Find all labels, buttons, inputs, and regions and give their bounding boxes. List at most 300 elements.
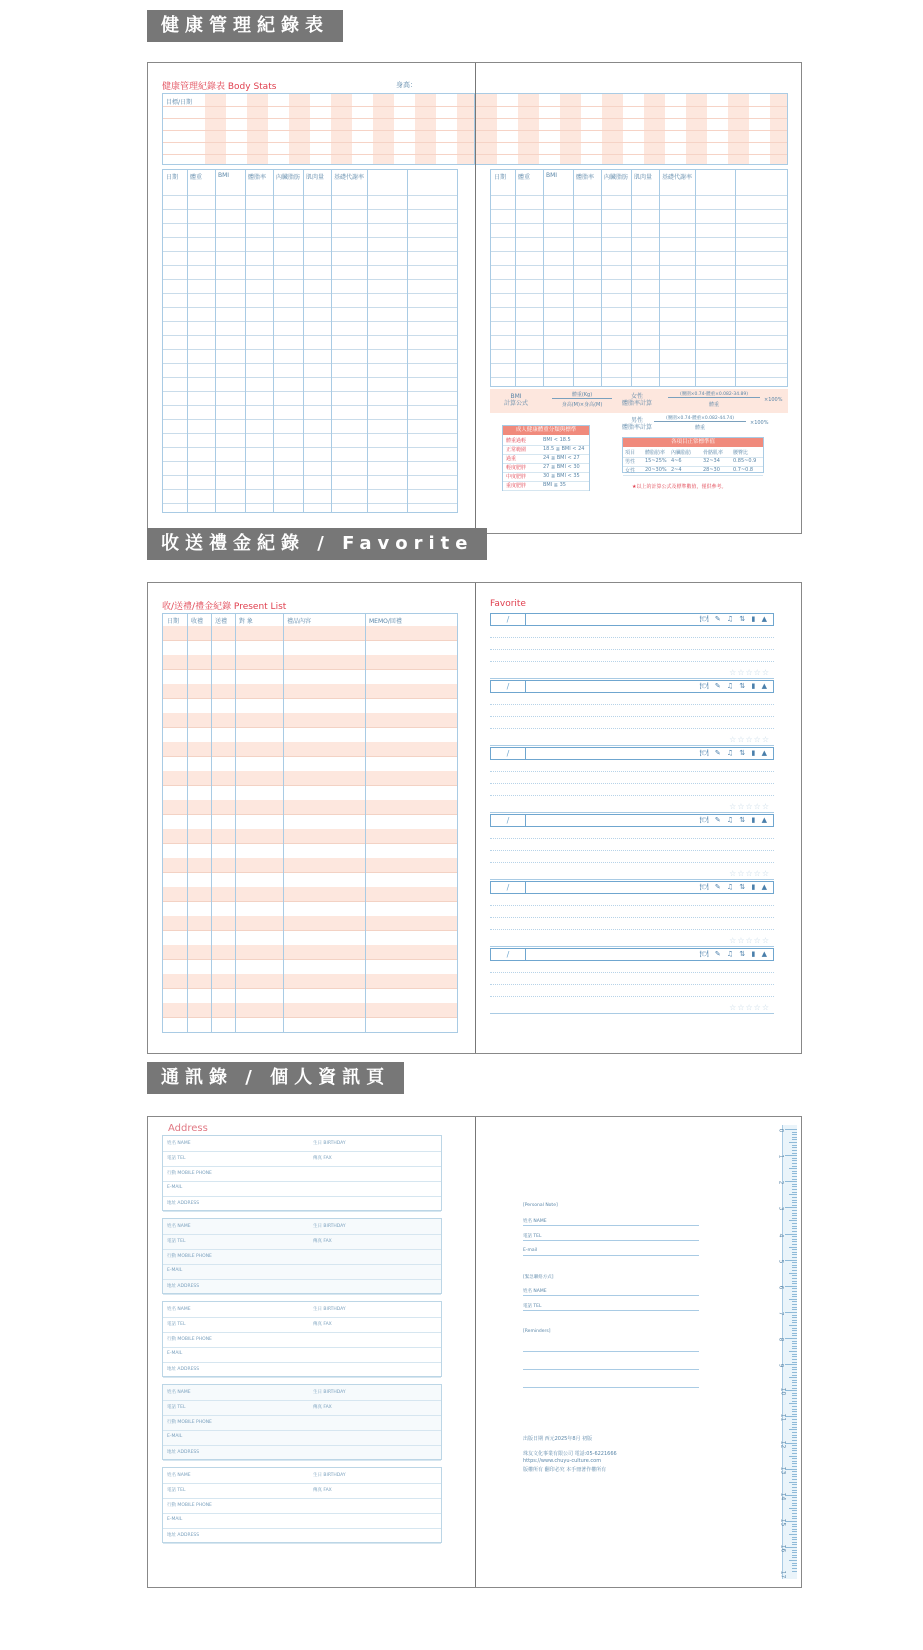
column-header-4: 內臟脂肪 xyxy=(276,174,301,181)
favorite-line[interactable] xyxy=(490,704,774,705)
favorite-date-slash[interactable]: / xyxy=(491,614,526,625)
favorite-line[interactable] xyxy=(490,771,774,772)
publish-date: 出版日期 西元2025年8月 初版 xyxy=(523,1436,593,1442)
ruler-tick xyxy=(792,1231,797,1232)
present-row[interactable] xyxy=(163,916,457,931)
column-header-4: 內臟脂肪 xyxy=(604,174,629,181)
ruler-tick xyxy=(792,1160,797,1161)
record-row[interactable] xyxy=(163,350,457,364)
favorite-card-header xyxy=(490,747,774,760)
present-row[interactable] xyxy=(163,728,457,743)
address-field-row[interactable] xyxy=(163,1385,441,1401)
favorite-card xyxy=(490,948,774,1014)
favorite-category-icons[interactable]: 🍽 ✎ ♫ ⇅ ▮ ▲ xyxy=(699,749,769,757)
favorite-line[interactable] xyxy=(490,661,774,662)
present-row[interactable] xyxy=(163,858,457,873)
ruler-tick xyxy=(792,1409,797,1410)
present-row[interactable] xyxy=(163,931,457,946)
ruler-tick xyxy=(792,1398,797,1399)
ruler-tick xyxy=(792,1226,797,1227)
ruler-tick xyxy=(792,1382,797,1383)
address-field-row[interactable] xyxy=(163,1415,441,1431)
present-row[interactable] xyxy=(163,800,457,815)
favorite-right-page xyxy=(476,583,801,1053)
goal-row-line xyxy=(476,118,787,119)
address-field-row[interactable] xyxy=(163,1181,441,1197)
record-row[interactable] xyxy=(163,434,457,448)
ruler-tick xyxy=(792,1424,797,1425)
std-row xyxy=(623,466,763,476)
bmi-range: 18.5 ≦ BMI < 24 xyxy=(543,446,585,452)
ruler-tick xyxy=(792,1139,797,1140)
ruler-tick xyxy=(792,1518,797,1519)
goal-row-line xyxy=(476,130,787,131)
favorite-card xyxy=(490,680,774,746)
favorite-rating-stars[interactable]: ☆☆☆☆☆ xyxy=(729,936,770,945)
ruler-tick xyxy=(792,1479,797,1480)
record-row[interactable] xyxy=(163,336,457,350)
record-row[interactable] xyxy=(491,294,787,308)
record-row[interactable] xyxy=(491,350,787,364)
favorite-date-slash[interactable]: / xyxy=(491,815,526,826)
record-row[interactable] xyxy=(163,266,457,280)
address-card xyxy=(162,1135,442,1211)
address-field-row[interactable] xyxy=(163,1219,441,1235)
favorite-line[interactable] xyxy=(490,862,774,863)
ruler-tick xyxy=(792,1145,797,1146)
note-tel-label: 電話 TEL xyxy=(523,1234,542,1239)
address-field-label: 行動 MOBILE PHONE xyxy=(167,1337,212,1342)
ruler-tick xyxy=(792,1309,797,1310)
record-row[interactable] xyxy=(491,280,787,294)
ruler-tick xyxy=(792,1466,797,1467)
bmi-range: BMI < 18.5 xyxy=(543,437,571,443)
ruler-tick xyxy=(792,1283,797,1284)
address-field-row[interactable] xyxy=(163,1468,441,1484)
ruler-tick xyxy=(789,1377,797,1378)
address-field-row[interactable] xyxy=(163,1332,441,1348)
ruler-tick xyxy=(792,1401,797,1402)
favorite-card xyxy=(490,613,774,679)
present-row[interactable] xyxy=(163,989,457,1004)
address-field-row[interactable] xyxy=(163,1498,441,1514)
present-row[interactable] xyxy=(163,771,457,786)
record-row[interactable] xyxy=(491,308,787,322)
favorite-category-icons[interactable]: 🍽 ✎ ♫ ⇅ ▮ ▲ xyxy=(699,950,769,958)
favorite-rating-stars[interactable]: ☆☆☆☆☆ xyxy=(729,735,770,744)
female-suffix: ×100% xyxy=(764,397,783,403)
ruler-number: 16 xyxy=(779,1544,787,1553)
ruler-tick xyxy=(792,1173,797,1174)
ruler-tick xyxy=(792,1278,797,1279)
note-tel-line[interactable] xyxy=(523,1240,699,1241)
present-table xyxy=(162,613,458,1033)
ruler-tick xyxy=(789,1351,797,1352)
favorite-card-bottom xyxy=(490,879,774,880)
bmi-category: 重度肥胖 xyxy=(506,483,527,489)
address-field-row[interactable] xyxy=(163,1347,441,1363)
ruler-tick xyxy=(792,1385,797,1386)
record-row[interactable] xyxy=(163,378,457,392)
ruler-tick xyxy=(792,1497,797,1498)
ruler-tick xyxy=(792,1281,797,1282)
record-row[interactable] xyxy=(163,252,457,266)
address-field-label: 電話 TEL xyxy=(167,1322,186,1327)
record-row[interactable] xyxy=(163,504,457,513)
address-field-row[interactable] xyxy=(163,1430,441,1446)
address-field-label: E-MAIL xyxy=(167,1268,183,1273)
record-table-left xyxy=(162,169,458,513)
address-field-row[interactable] xyxy=(163,1249,441,1265)
personal-note-label: [Personal Note] xyxy=(523,1203,558,1208)
present-row[interactable] xyxy=(163,945,457,960)
publisher-rights: 版權所有 翻印必究 本手冊著作權所有 xyxy=(523,1467,607,1473)
ruler-tick xyxy=(792,1565,797,1566)
address-field-label: E-MAIL xyxy=(167,1185,183,1190)
present-row[interactable] xyxy=(163,670,457,685)
column-header-0: 日期 xyxy=(166,174,179,181)
bmi-category: 正常範圍 xyxy=(506,447,527,453)
note-email-line[interactable] xyxy=(523,1255,699,1256)
favorite-rating-stars[interactable]: ☆☆☆☆☆ xyxy=(729,869,770,878)
present-row[interactable] xyxy=(163,742,457,757)
section-title-address: 通訊錄 / 個人資訊頁 xyxy=(147,1062,404,1094)
ruler-number: 2 xyxy=(777,1180,785,1185)
address-field-row[interactable] xyxy=(163,1264,441,1280)
ruler-tick xyxy=(785,1521,797,1522)
address-field-label: 行動 MOBILE PHONE xyxy=(167,1254,212,1259)
favorite-line[interactable] xyxy=(490,795,774,796)
bmi-range: 24 ≦ BMI < 27 xyxy=(543,455,580,461)
ruler-tick xyxy=(792,1372,797,1373)
ruler-tick xyxy=(792,1137,797,1138)
record-row[interactable] xyxy=(163,406,457,420)
ruler-tick xyxy=(792,1304,797,1305)
record-row[interactable] xyxy=(491,378,787,387)
ruler-tick xyxy=(792,1406,797,1407)
present-row[interactable] xyxy=(163,873,457,888)
address-field-label: 行動 MOBILE PHONE xyxy=(167,1171,212,1176)
ruler-tick xyxy=(792,1474,797,1475)
ruler-tick xyxy=(792,1435,797,1436)
record-row[interactable] xyxy=(163,476,457,490)
favorite-date-slash[interactable]: / xyxy=(491,681,526,692)
em-tel-line[interactable] xyxy=(523,1310,699,1311)
em-name-line[interactable] xyxy=(523,1295,699,1296)
present-row[interactable] xyxy=(163,844,457,859)
address-field-row[interactable] xyxy=(163,1302,441,1318)
ruler-tick xyxy=(792,1448,797,1449)
favorite-line[interactable] xyxy=(490,996,774,997)
ruler-tick xyxy=(792,1228,797,1229)
ruler-number: 7 xyxy=(777,1311,785,1316)
ruler-tick xyxy=(792,1450,797,1451)
ruler-tick xyxy=(789,1508,797,1509)
record-row[interactable] xyxy=(491,322,787,336)
present-row[interactable] xyxy=(163,757,457,772)
health-spread xyxy=(147,62,802,534)
ruler-tick xyxy=(785,1181,797,1182)
ruler-tick xyxy=(792,1563,797,1564)
record-row[interactable] xyxy=(163,224,457,238)
present-row[interactable] xyxy=(163,626,457,641)
present-left-page xyxy=(148,583,475,1053)
record-row[interactable] xyxy=(491,210,787,224)
record-row[interactable] xyxy=(163,392,457,406)
ruler-tick xyxy=(792,1537,797,1538)
reminder-line-2[interactable] xyxy=(523,1369,699,1370)
bmi-range: 30 ≦ BMI < 35 xyxy=(543,473,580,479)
favorite-card-header xyxy=(490,948,774,961)
favorite-line[interactable] xyxy=(490,716,774,717)
goal-row-line xyxy=(476,142,787,143)
present-row[interactable] xyxy=(163,1003,457,1018)
favorite-line[interactable] xyxy=(490,929,774,930)
address-field-row[interactable] xyxy=(163,1528,441,1544)
column-divider xyxy=(601,170,602,386)
address-field-label: 電話 TEL xyxy=(167,1488,186,1493)
present-row[interactable] xyxy=(163,902,457,917)
favorite-card xyxy=(490,881,774,947)
address-field-row[interactable] xyxy=(163,1317,441,1333)
address-field-row[interactable] xyxy=(163,1279,441,1295)
std-cell: 項目 xyxy=(625,450,636,456)
favorite-line[interactable] xyxy=(490,838,774,839)
goal-row-line xyxy=(163,118,474,119)
ruler-tick xyxy=(792,1471,797,1472)
favorite-line[interactable] xyxy=(490,972,774,973)
ruler-number: 4 xyxy=(777,1233,785,1237)
favorite-category-icons[interactable]: 🍽 ✎ ♫ ⇅ ▮ ▲ xyxy=(699,883,769,891)
goal-row-line xyxy=(163,130,474,131)
present-row[interactable] xyxy=(163,960,457,975)
record-row[interactable] xyxy=(491,364,787,378)
ruler-number: 12 xyxy=(779,1440,787,1448)
column-divider xyxy=(631,170,632,386)
address-field-row[interactable] xyxy=(163,1196,441,1212)
ruler-tick xyxy=(792,1134,797,1135)
present-row[interactable] xyxy=(163,887,457,902)
favorite-category-icons[interactable]: 🍽 ✎ ♫ ⇅ ▮ ▲ xyxy=(699,615,769,623)
address-field-row[interactable] xyxy=(163,1513,441,1529)
record-row[interactable] xyxy=(163,280,457,294)
favorite-line[interactable] xyxy=(490,917,774,918)
record-row[interactable] xyxy=(491,336,787,350)
favorite-card-header xyxy=(490,814,774,827)
goal-row-line xyxy=(476,106,787,107)
address-left-page xyxy=(148,1117,475,1587)
present-row[interactable] xyxy=(163,699,457,714)
ruler-tick xyxy=(792,1555,797,1556)
ruler-tick xyxy=(789,1403,797,1404)
ruler-tick xyxy=(792,1542,797,1543)
record-row[interactable] xyxy=(163,182,457,196)
favorite-line[interactable] xyxy=(490,783,774,784)
std-cell: 32~34 xyxy=(703,458,720,464)
ruler-tick xyxy=(792,1205,797,1206)
record-row[interactable] xyxy=(163,448,457,462)
column-divider xyxy=(303,170,304,512)
ruler-tick xyxy=(785,1286,797,1287)
address-field-row[interactable] xyxy=(163,1136,441,1152)
record-row[interactable] xyxy=(163,364,457,378)
favorite-card xyxy=(490,814,774,880)
record-row[interactable] xyxy=(163,490,457,504)
column-divider xyxy=(515,170,516,386)
ruler-tick xyxy=(785,1416,797,1417)
ruler-tick xyxy=(792,1317,797,1318)
address-field-row[interactable] xyxy=(163,1483,441,1499)
bmi-denominator: 身高(M)×身高(M) xyxy=(561,402,603,408)
column-header-3: 體脂率 xyxy=(248,174,267,181)
column-header-1: 體重 xyxy=(190,174,203,181)
ruler-tick xyxy=(785,1547,797,1548)
favorite-card-header xyxy=(490,881,774,894)
record-row[interactable] xyxy=(163,238,457,252)
address-field-row[interactable] xyxy=(163,1166,441,1182)
address-field-label: 地址 ADDRESS xyxy=(167,1201,200,1206)
address-card xyxy=(162,1301,442,1377)
emergency-label: [緊急聯絡方式] xyxy=(523,1275,554,1280)
ruler-tick xyxy=(792,1176,797,1177)
ruler-tick xyxy=(789,1168,797,1169)
address-field-label-2: 生日 BIRTHDAY xyxy=(313,1141,346,1146)
present-row[interactable] xyxy=(163,641,457,656)
std-cell: 男性 xyxy=(625,459,636,465)
favorite-line[interactable] xyxy=(490,728,774,729)
bmi-category: 體重過輕 xyxy=(506,438,527,444)
bmi-numerator: 體重(Kg) xyxy=(552,391,612,399)
favorite-line[interactable] xyxy=(490,905,774,906)
ruler-tick xyxy=(792,1411,797,1412)
record-row[interactable] xyxy=(163,462,457,476)
ruler-number: 0 xyxy=(777,1128,785,1133)
ruler-tick xyxy=(792,1571,797,1572)
present-row[interactable] xyxy=(163,974,457,989)
address-field-row[interactable] xyxy=(163,1362,441,1378)
present-col-0: 日期 xyxy=(167,618,180,625)
present-row[interactable] xyxy=(163,786,457,801)
ruler-tick xyxy=(792,1166,797,1167)
ruler-tick xyxy=(792,1356,797,1357)
ruler-tick xyxy=(792,1453,797,1454)
ruler-tick xyxy=(792,1395,797,1396)
record-row[interactable] xyxy=(163,420,457,434)
column-header-5: 肌肉量 xyxy=(634,174,653,181)
ruler-tick xyxy=(792,1328,797,1329)
female-numerator: (腰圍×0.74-體重×0.082-34.89) xyxy=(668,391,760,398)
address-field-label-2: 傳真 FAX xyxy=(313,1239,332,1244)
favorite-date-slash[interactable]: / xyxy=(491,748,526,759)
note-name-label: 姓名 NAME xyxy=(523,1219,547,1224)
favorite-page-title: Favorite xyxy=(490,599,526,609)
present-col-divider xyxy=(365,614,366,1032)
record-row[interactable] xyxy=(163,294,457,308)
record-row[interactable] xyxy=(491,252,787,266)
present-row[interactable] xyxy=(163,655,457,670)
ruler-tick xyxy=(792,1437,797,1438)
ruler-tick xyxy=(792,1367,797,1368)
section-title-present: 收送禮金紀錄 / Favorite xyxy=(147,528,487,560)
favorite-date-slash[interactable]: / xyxy=(491,949,526,960)
column-divider xyxy=(543,170,544,386)
record-row[interactable] xyxy=(491,238,787,252)
ruler-tick xyxy=(792,1270,797,1271)
present-row[interactable] xyxy=(163,713,457,728)
ruler-tick xyxy=(792,1414,797,1415)
ruler-tick xyxy=(789,1247,797,1248)
favorite-line[interactable] xyxy=(490,984,774,985)
present-row[interactable] xyxy=(163,1018,457,1033)
address-field-row[interactable] xyxy=(163,1234,441,1250)
record-row[interactable] xyxy=(163,196,457,210)
record-row[interactable] xyxy=(491,182,787,196)
favorite-category-icons[interactable]: 🍽 ✎ ♫ ⇅ ▮ ▲ xyxy=(699,816,769,824)
address-field-label: 電話 TEL xyxy=(167,1239,186,1244)
ruler-tick xyxy=(789,1142,797,1143)
favorite-rating-stars[interactable]: ☆☆☆☆☆ xyxy=(729,668,770,677)
record-row[interactable] xyxy=(491,196,787,210)
female-denominator: 體重 xyxy=(708,402,719,408)
address-field-label: E-MAIL xyxy=(167,1351,183,1356)
favorite-rating-stars[interactable]: ☆☆☆☆☆ xyxy=(729,1003,770,1012)
personal-right-page xyxy=(476,1117,801,1587)
health-page-title: 健康管理紀錄表 Body Stats xyxy=(162,82,277,92)
ruler-tick xyxy=(792,1171,797,1172)
address-field-row[interactable] xyxy=(163,1445,441,1461)
address-field-row[interactable] xyxy=(163,1151,441,1167)
address-field-row[interactable] xyxy=(163,1400,441,1416)
ruler-tick xyxy=(792,1568,797,1569)
record-row[interactable] xyxy=(163,308,457,322)
ruler-number: 1 xyxy=(777,1154,785,1159)
favorite-rating-stars[interactable]: ☆☆☆☆☆ xyxy=(729,802,770,811)
female-formula-label: 女性 體脂率計算 xyxy=(622,393,653,407)
record-row[interactable] xyxy=(491,224,787,238)
present-row[interactable] xyxy=(163,684,457,699)
reminder-line-3[interactable] xyxy=(523,1387,699,1388)
record-row[interactable] xyxy=(491,266,787,280)
address-card xyxy=(162,1384,442,1460)
ruler-tick xyxy=(792,1241,797,1242)
ruler-tick xyxy=(792,1362,797,1363)
ruler-tick xyxy=(792,1445,797,1446)
section-title-health: 健康管理紀錄表 xyxy=(147,10,343,42)
present-row[interactable] xyxy=(163,829,457,844)
std-cell: 女性 xyxy=(625,468,636,474)
std-cell: 腰臀比 xyxy=(733,450,749,456)
record-row[interactable] xyxy=(163,210,457,224)
favorite-line[interactable] xyxy=(490,649,774,650)
note-email-label: E-mail xyxy=(523,1248,538,1253)
ruler-tick xyxy=(792,1315,797,1316)
favorite-line[interactable] xyxy=(490,850,774,851)
favorite-card-bottom xyxy=(490,678,774,679)
favorite-category-icons[interactable]: 🍽 ✎ ♫ ⇅ ▮ ▲ xyxy=(699,682,769,690)
favorite-date-slash[interactable]: / xyxy=(491,882,526,893)
reminder-line-1[interactable] xyxy=(523,1351,699,1352)
goal-row-line xyxy=(163,106,474,107)
ruler-tick xyxy=(792,1335,797,1336)
record-row[interactable] xyxy=(163,322,457,336)
note-name-line[interactable] xyxy=(523,1225,699,1226)
favorite-line[interactable] xyxy=(490,637,774,638)
ruler-tick xyxy=(792,1341,797,1342)
favorite-card-bottom xyxy=(490,745,774,746)
present-row[interactable] xyxy=(163,815,457,830)
ruler-tick xyxy=(792,1388,797,1389)
goal-label: 目標/日期 xyxy=(166,99,193,106)
